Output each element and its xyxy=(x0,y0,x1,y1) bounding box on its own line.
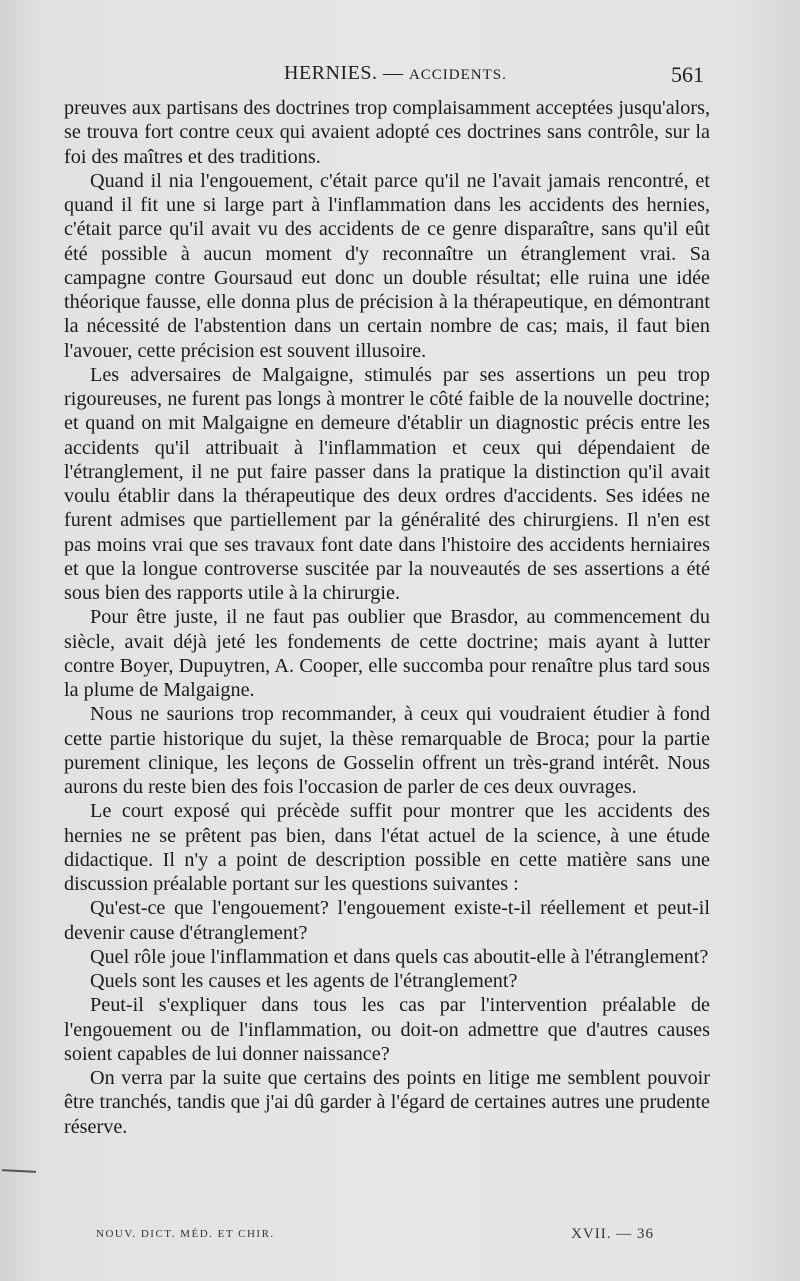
paragraph: Peut-il s'expliquer dans tous les cas par l'intervention préalable de l'engouement ou de l'inflammation, ou doit-on admettre que d'autres causes soient capables de lui donner naissance? xyxy=(64,994,710,1065)
paragraph: Quand il nia l'engouement, c'était parce qu'il ne l'avait jamais rencontré, et quand il fit une si large part à l'inflammation dans les accidents des hernies, c'était parce qu'il avait vu des accidents de ce genre disparaître, sans qu'il eût été possible à aucun moment d'y reconnaître un étranglement vrai. Sa campagne contre Goursaud eut donc un double résultat; elle ruina une idée théorique fausse, elle donna plus de précision à la thérapeutique, en démontrant la nécessité de l'abstention dans un certain nombre de cas; mais, il faut bien l'avouer, cette précision est souvent illusoire. xyxy=(64,169,710,362)
paragraph: Le court exposé qui précède suffit pour montrer que les accidents des hernies ne se prêtent pas bien, dans l'état actuel de la science, à une étude didactique. Il n'y a point de description possible en cette matière sans une discussion préalable portant sur les questions suivantes : xyxy=(64,800,710,895)
paragraph: Nous ne saurions trop recommander, à ceux qui voudraient étudier à fond cette partie historique du sujet, la thèse remarquable de Broca; pour la partie purement clinique, les leçons de Gosselin offrent un très-grand intérêt. Nous aurons du reste bien des fois l'occasion de parler de ces deux ouvrages. xyxy=(64,703,710,798)
page-footer xyxy=(64,1226,664,1246)
paragraph: Qu'est-ce que l'engouement? l'engouement existe-t-il réellement et peut-il devenir cause d'étranglement? xyxy=(64,897,710,944)
running-title xyxy=(284,62,507,85)
paragraph: Pour être juste, il ne faut pas oublier que Brasdor, au commencement du siècle, avait déjà jeté les fondements de cette doctrine; mais ayant à lutter contre Boyer, Dupuytren, A. Cooper, elle succomba pour renaître plus tard sous la plume de Malgaigne. xyxy=(64,606,710,701)
paragraph: On verra par la suite que certains des points en litige me semblent pouvoir être tranchés, tandis que j'ai dû garder à l'égard de certaines autres une prudente réserve. xyxy=(64,1067,710,1138)
running-title-sub: ACCIDENTS. xyxy=(408,67,507,83)
page-header xyxy=(64,62,710,88)
paragraph: Les adversaires de Malgaigne, stimulés par ses assertions un peu trop rigoureuses, ne furent pas longs à montrer le côté faible de la nouvelle doctrine; et quand on mit Malgaigne en demeure d'établir un diagnostic précis entre les accidents qu'il attribuait à l'inflammation et ceux qui dépendaient de l'étranglement, il ne put faire passer dans la pratique la distinction qu'il avait voulu établir dans la thérapeutique des deux ordres d'accidents. Ses idées ne furent admises que partiellement par la généralité des chirurgiens. Il n'en est pas moins vrai que ses travaux font date dans l'histoire des accidents herniaires et que la longue controverse suscitée par la nouveautés de ses assertions a été sous bien des rapports utile à la chirurgie. xyxy=(64,363,710,604)
page-number: 561 xyxy=(671,62,704,87)
running-title-main: HERNIES. — xyxy=(284,62,409,84)
sheet-signature: XVII. — 36 xyxy=(571,1226,654,1242)
printer-signature: NOUV. DICT. MÉD. ET CHIR. xyxy=(96,1228,275,1240)
paragraph: Quel rôle joue l'inflammation et dans quels cas aboutit-elle à l'étranglement? xyxy=(90,945,709,968)
paragraph: Quels sont les causes et les agents de l'étranglement? xyxy=(90,970,518,992)
margin-mark xyxy=(2,1169,36,1173)
body-text xyxy=(64,96,710,1139)
paragraph: preuves aux partisans des doctrines trop complaisamment acceptées jusqu'alors, se trouva fort contre ceux qui avaient adopté ces doctrines sans contrôle, sur la foi des maîtres et des traditions. xyxy=(64,97,710,168)
